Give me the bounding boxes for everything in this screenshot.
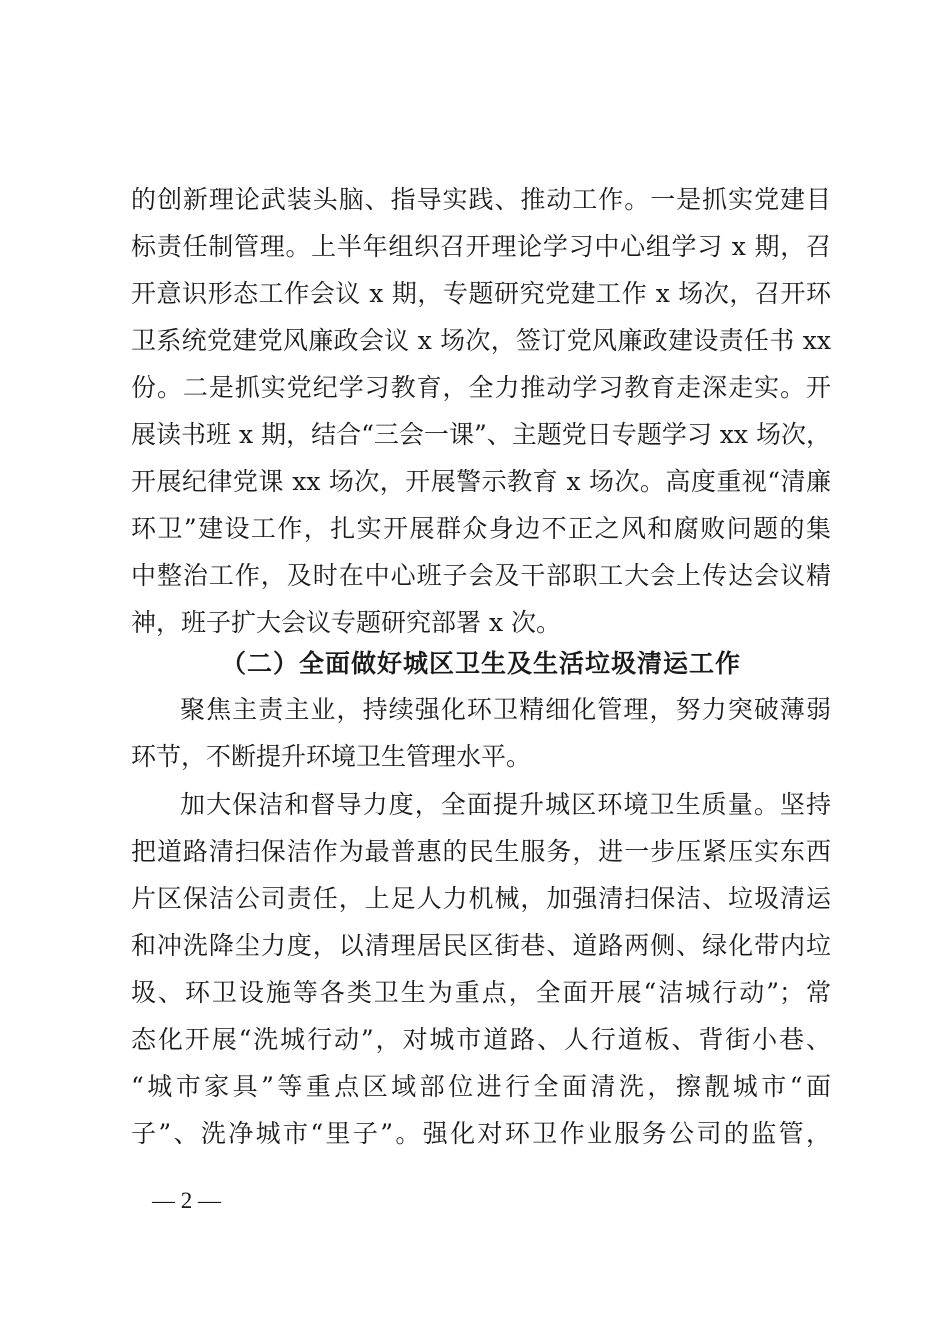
text-line: 的创新理论武装头脑、指导实践、推动工作。一是抓实党建目 [131,185,831,214]
text-line: 卫系统党建党风廉政会议 x 场次，签订党风廉政建设责任书 xx [131,326,831,355]
text-line: 把道路清扫保洁作为最普惠的民生服务，进一步压紧压实东西 [131,837,831,866]
text-line: 态化开展“洗城行动”，对城市道路、人行道板、背街小巷、 [131,1025,831,1054]
text-line: 份。二是抓实党纪学习教育，全力推动学习教育走深走实。开 [131,373,831,402]
text-line: 环节，不断提升环境卫生管理水平。 [131,742,532,771]
text-line: 展读书班 x 期，结合“三会一课”、主题党日专题学习 xx 场次， [131,420,831,449]
text-line: 环卫”建设工作，扎实开展群众身边不正之风和腐败问题的集 [131,514,831,543]
text-line: 和冲洗降尘力度，以清理居民区街巷、道路两侧、绿化带内垃 [131,931,831,960]
text-line: 子”、洗净城市“里子”。强化对环卫作业服务公司的监管， [131,1119,831,1148]
text-line: 开展纪律党课 xx 场次，开展警示教育 x 场次。高度重视“清廉 [131,467,831,496]
text-line: 聚焦主责主业，持续强化环卫精细化管理，努力突破薄弱 [180,695,831,724]
page-number: — 2 — [152,1188,221,1213]
section-heading: （二）全面做好城区卫生及生活垃圾清运工作 [220,649,741,678]
text-line: “城市家具”等重点区域部位进行全面清洗，擦靓城市“面 [131,1072,831,1101]
text-line: 加大保洁和督导力度，全面提升城区环境卫生质量。坚持 [180,790,831,819]
text-line: 标责任制管理。上半年组织召开理论学习中心组学习 x 期，召 [131,232,831,261]
text-line: 圾、环卫设施等各类卫生为重点，全面开展“洁城行动”；常 [131,978,831,1007]
text-line: 开意识形态工作会议 x 期，专题研究党建工作 x 场次，召开环 [131,279,831,308]
text-line: 中整治工作，及时在中心班子会及干部职工大会上传达会议精 [131,561,831,590]
text-line: 神，班子扩大会议专题研究部署 x 次。 [131,608,561,637]
text-line: 片区保洁公司责任，上足人力机械，加强清扫保洁、垃圾清运 [131,884,831,913]
